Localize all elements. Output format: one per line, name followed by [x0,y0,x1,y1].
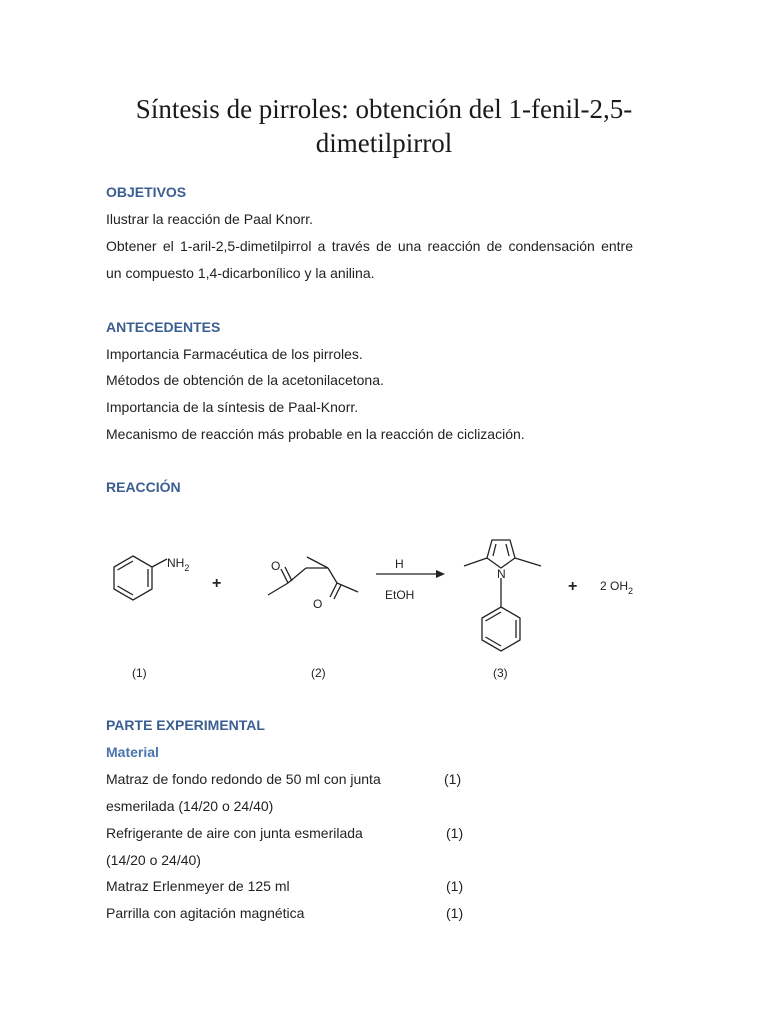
antecedente-item: Mecanismo de reacción más probable en la reacción de ciclización. [106,426,525,442]
title-line-1: Síntesis de pirroles: obtención del 1-fenil-2,5- [135,94,633,124]
antecedente-item: Importancia Farmacéutica de los pirroles. [106,346,363,362]
objetivo-line-1: Ilustrar la reacción de Paal Knorr. [106,211,313,227]
compound-label-2: (2) [311,666,326,680]
oxygen-top-label: O [271,559,281,573]
page-title [90,92,678,160]
aniline-structure [114,556,167,600]
oxygen-bottom-label: O [313,597,323,611]
material-item: Parrilla con agitación magnética [106,905,305,921]
arrow-head [436,570,445,578]
reagent-label: H [395,557,404,571]
solvent-label: EtOH [385,588,415,602]
byproduct-label: 2 $OH_2$ [600,579,634,596]
compound-label-3: (3) [493,666,508,680]
material-item-cont: esmerilada (14/20 o 24/40) [106,798,274,814]
antecedente-item: Métodos de obtención de la acetonilacetona. [106,372,384,388]
material-item: Matraz Erlenmeyer de 125 ml [106,878,290,894]
antecedentes-heading: ANTECEDENTES [106,319,221,335]
reaccion-heading: REACCIÓN [106,479,181,495]
material-qty: (1) [446,878,464,894]
pyrrole-structure [464,540,541,651]
material-qty: (1) [444,771,462,787]
nitrogen-label: N [497,567,506,581]
reaction-scheme [100,520,660,690]
material-subheading: Material [106,744,159,760]
objetivo-line-2: Obtener el 1-aril-2,5-dimetilpirrol a través de una reacción de condensación entre [106,238,633,254]
acetonylacetone-structure [268,557,358,599]
material-item: Matraz de fondo redondo de 50 ml con junta [106,771,381,787]
plus-sign: + [568,578,578,595]
material-qty: (1) [446,825,464,841]
title-line-2: dimetilpirrol [315,128,453,158]
plus-sign: + [212,575,222,592]
objetivo-line-3: un compuesto 1,4-dicarbonílico y la anilina. [106,265,375,281]
material-qty: (1) [446,905,464,921]
objetivos-heading: OBJETIVOS [106,184,187,200]
compound-label-1: (1) [132,666,147,680]
material-item: Refrigerante de aire con junta esmerilada [106,825,363,841]
experimental-heading: PARTE EXPERIMENTAL [106,717,265,733]
nh2-label: $NH_2$ [167,556,190,573]
antecedente-item: Importancia de la síntesis de Paal-Knorr. [106,399,359,415]
material-item-cont: (14/20 o 24/40) [106,852,201,868]
